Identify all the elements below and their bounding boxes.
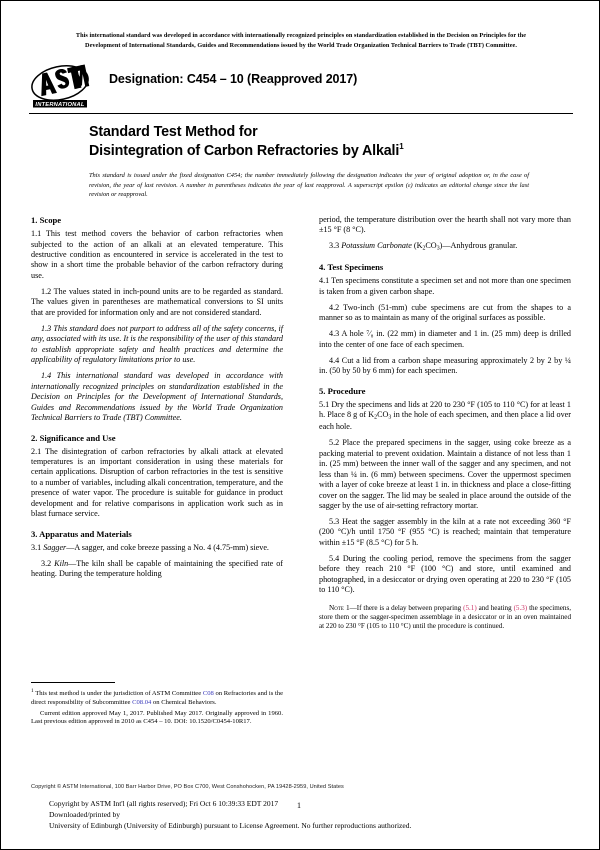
copyright-notice: Copyright © ASTM International, 100 Barr Harbor Drive, PO Box C700, West Conshohocken, PA 19428-2959, United States	[31, 784, 344, 790]
download-line-3: University of Edinburgh (University of Edinburgh) pursuant to License Agreement. No further reproductions authorized.	[49, 821, 412, 831]
paragraph-5-1: 5.1 Dry the specimens and lids at 220 to 230 °F (105 to 110 °C) for at least 1 h. Place 8 g of $K_2CO_3$ in the hole of each specimen, and then place a lid over each hole.	[319, 399, 571, 432]
section-heading-3-apparatus: 3. Apparatus and Materials	[31, 528, 132, 539]
wto-notice-line-2: Development of International Standards, Guides and Recommendations issued by the World Trade Organization Technical Barriers to Trade (TBT) Committee.	[85, 41, 517, 49]
paragraph-1-2: 1.2 The values stated in inch-pound units are to be regarded as standard. The values given in parentheses are mathematical conversions to SI units that are provided for information only and are not considered standard.	[31, 286, 283, 317]
footnote-block	[31, 688, 283, 727]
title-footnote-marker: 1	[399, 142, 404, 152]
astm-international-logo	[29, 63, 91, 110]
paragraph-3-1: 3.1 Sagger—A sagger, and coke breeze passing a No. 4 (4.75-mm) sieve.	[31, 542, 269, 552]
paragraph-5-3: 5.3 Heat the sagger assembly in the kiln at a rate not exceeding 360 °F (200 °C)/h until 1750 °F (955 °C) is reached; maintain that temperature within ±15 °F (8.5 °C) for 5 h.	[319, 516, 571, 547]
paragraph-4-4: 4.4 Cut a lid from a carbon shape measuring approximately 2 by 2 by ¼ in. (50 by 50 by 6 mm) for each specimen.	[319, 355, 571, 376]
document-header	[29, 63, 573, 113]
section-heading-2-significance: 2. Significance and Use	[31, 432, 116, 443]
note-label: Note 1	[329, 602, 350, 612]
body-column-right	[319, 215, 571, 631]
wto-notice-line-1: This international standard was developed in accordance with internationally recognized principles on standardization established in the Decision on Principles for the	[75, 32, 527, 39]
section-heading-4-test-specimens: 4. Test Specimens	[319, 262, 384, 273]
cross-reference-5-3[interactable]: (5.3)	[513, 603, 528, 612]
download-line-2: Downloaded/printed by	[49, 810, 121, 820]
page-number: 1	[297, 801, 301, 810]
section-heading-5-procedure: 5. Procedure	[319, 385, 366, 396]
footnote-edition-info: Current edition approved May 1, 2017. Published May 2017. Originally approved in 1960. Last previous edition approved in 2010 as C454 – 10. DOI: 10.1520/C0454-10R17.	[31, 709, 283, 726]
footnote-divider	[31, 682, 115, 683]
paragraph-3-3: 3.3 Potassium Carbonate $(K_2CO_3)—Anhydrous$ granular.	[329, 241, 518, 252]
paragraph-4-3: 4.3 A hole ⁷⁄₈ in. (22 mm) in diameter and 1 in. (25 mm) deep is drilled into the center of one face of each specimen.	[319, 329, 571, 349]
body-column-left	[31, 215, 283, 580]
paragraph-3-2: 3.2 Kiln—The kiln shall be capable of maintaining the specified rate of heating. During the temperature holding	[31, 558, 284, 579]
subcommittee-c0804-link[interactable]: C08.04	[132, 698, 152, 706]
paragraph-4-2: 4.2 Two-inch (51-mm) cube specimens are cut from the shapes to a manner so as to maintain as many of the original surfaces as possible.	[319, 302, 571, 323]
note-1: Note 1—If there is a delay between preparing (5.1) and heating (5.3) the specimens, store them or the sagger-specimen assemblage in a desiccator or in an oven maintained at 220 to 230 °F (105 to 110 °C) until the procedure is continued.	[319, 602, 571, 631]
wto-notice	[29, 31, 573, 50]
paragraph-1-3: 1.3 This standard does not purport to address all of the safety concerns, if any, associated with its use. It is the responsibility of the user of this standard to establish appropriate safety and health practices and determine the applicability of regulatory limitations prior to use.	[31, 323, 283, 365]
designation-label: Designation: C454 – 10 (Reapproved 2017)	[109, 72, 358, 86]
title-line-2: Disintegration of Carbon Refractories by Alkali$^1$	[89, 142, 404, 159]
title-line-1: Standard Test Method for	[89, 124, 258, 140]
section-heading-1-scope: 1. Scope	[31, 215, 62, 225]
download-line-1: Copyright by ASTM Int'l (all rights reserved); Fri Oct 6 10:39:33 EDT 2017	[49, 799, 279, 808]
header-divider	[29, 113, 573, 114]
paragraph-1-1: 1.1 This test method covers the behavior of carbon refractories when subjected to the action of an alkali at an elevated temperature. This destructive condition as encountered in service is accelerated in the test to show in a short time the probable behavior of the carbon refractory during use.	[31, 229, 283, 280]
committee-c08-link[interactable]: C08	[202, 690, 214, 698]
paragraph-5-2: 5.2 Place the prepared specimens in the sagger, using coke breeze as a packing material to prevent oxidation. Maintain a distance of not less than 1 in. (25 mm) between the inner wall of the sagger and any specimen, and not less than ¼ in. (6 mm) between specimens. Cover the uppermost specimen with a layer of coke breeze at least 1 in. in thickness and place a close-fitting cover on the sagger. The lid may be sealed in place around the outside of the sagger by the use of air-setting refractory mortar.	[319, 438, 571, 510]
logo-subtext: INTERNATIONAL	[35, 101, 85, 108]
paragraph-2-1: 2.1 The disintegration of carbon refractories by alkali attack at elevated temperatures is an important consideration in using these materials for certain applications. Disruption of carbon refractories in the test is sensitive to a number of variables, including alkali concentration, temperature, and the presence of water vapor. The procedure is suitable for guidance in product development and for relative comparisons in application work such as in blast furnace service.	[31, 446, 283, 519]
page-title	[89, 123, 573, 161]
footnote-jurisdiction: $^1$ This test method is under the jurisdiction of ASTM Committee C08 on Refractories and is the direct responsibility of Subcommittee C08.04 on Chemical Behaviors.	[31, 688, 283, 706]
paragraph-5-4: 5.4 During the cooling period, remove the specimens from the sagger before they reach 210 °F (100 °C) and store, until examined and photographed, in a desiccator or drying oven operating at 220 to 230 °F (105 to 110 °C).	[319, 553, 571, 595]
cross-reference-5-1[interactable]: (5.1)	[463, 603, 477, 612]
issued-under-note: This standard is issued under the fixed designation C454; the number immediately following the designation indicates the year of original adoption or, in the case of revision, the year of last revision. A number in parentheses indicates the year of last reapproval. A superscript epsilon (ε) indicates an editorial change since the last revision or reapproval.	[89, 172, 529, 199]
paragraph-4-1: 4.1 Ten specimens constitute a specimen set and not more than one specimen is taken from a given carbon shape.	[319, 276, 571, 296]
paragraph-1-4: 1.4 This international standard was developed in accordance with internationally recognized principles on standardization established in the Decision on Principles for the Development of International Standards, Guides and Recommendations issued by the World Trade Organization Technical Barriers to Trade (TBT) Committee.	[31, 371, 283, 423]
paragraph-3-2-continued: period, the temperature distribution over the hearth shall not vary more than ±15 °F (8 °C).	[319, 215, 571, 235]
